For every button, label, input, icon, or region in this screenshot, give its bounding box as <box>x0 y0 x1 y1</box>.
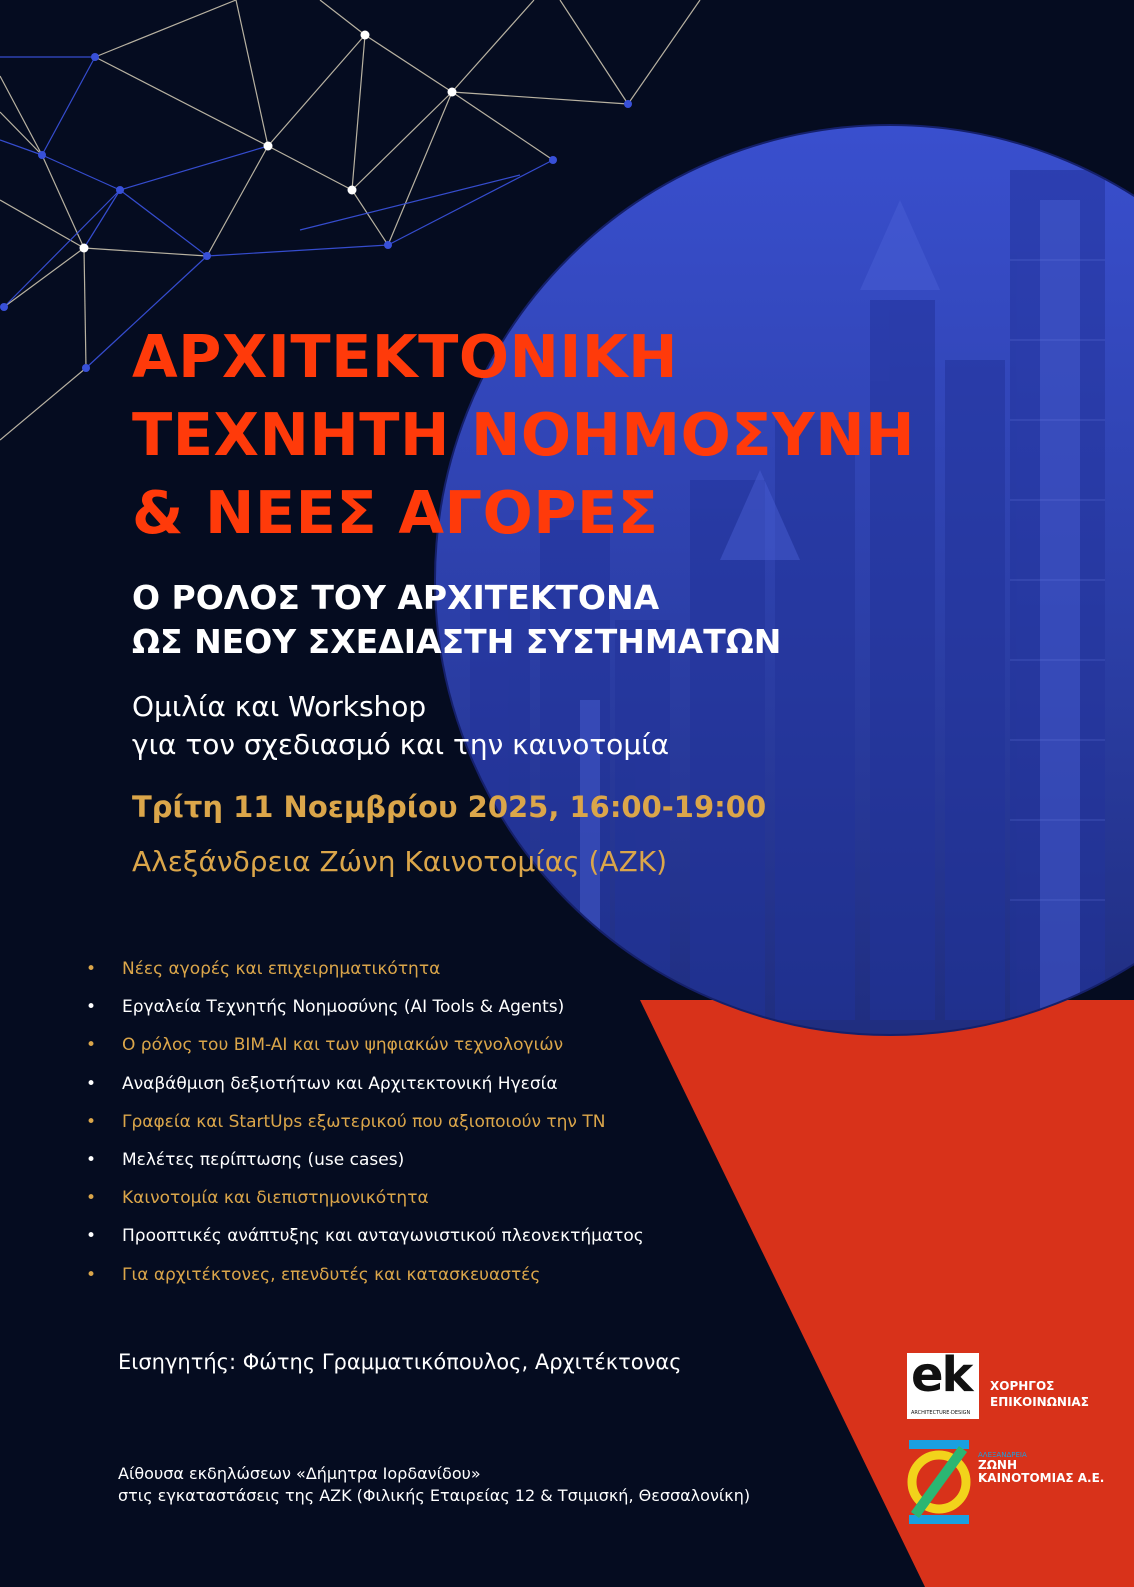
ek-logo-text: ek <box>911 1347 972 1403</box>
ek-logo <box>907 1347 979 1419</box>
list-item: • Αναβάθμιση δεξιοτήτων και Αρχιτεκτονική Ηγεσία <box>86 1070 644 1108</box>
list-item: • Καινοτομία και διεπιστημονικότητα <box>86 1184 644 1222</box>
list-item: • Προοπτικές ανάπτυξης και ανταγωνιστικού πλεονεκτήματος <box>86 1222 644 1260</box>
list-item: • Εργαλεία Τεχνητής Νοημοσύνης (AI Tools & Agents) <box>86 993 644 1031</box>
bullet-icon: • <box>86 959 97 979</box>
bullet-icon: • <box>86 1149 97 1170</box>
address-line-1: Αίθουσα εκδηλώσεων «Δήμητρα Ιορδανίδου» <box>118 1464 481 1483</box>
address-line-2: στις εγκαταστάσεις της ΑΖΚ (Φιλικής Εταιρείας 12 & Τσιμισκή, Θεσσαλονίκη) <box>118 1486 751 1505</box>
topics-list <box>86 955 644 1299</box>
city-circle-image <box>400 100 1134 1050</box>
bullet-icon: • <box>86 1073 97 1094</box>
event-date: Τρίτη 11 Νοεμβρίου 2025, 16:00-19:00 <box>132 790 767 824</box>
address-block <box>118 1463 750 1507</box>
list-item: • Για αρχιτέκτονες, επενδυτές και κατασκευαστές <box>86 1261 644 1299</box>
azk-logo-text <box>978 1451 1104 1485</box>
bullet-icon: • <box>86 1188 97 1209</box>
speaker-line: Εισηγητής: Φώτης Γραμματικόπουλος, Αρχιτέκτονας <box>118 1350 682 1374</box>
azk-logo-small: ΑΛΕΞΑΝΔΡΕΙΑ <box>978 1451 1027 1459</box>
azk-logo-icon <box>905 1440 973 1524</box>
subtitle-line-1: Ο ΡΟΛΟΣ ΤΟΥ ΑΡΧΙΤΕΚΤΟΝΑ <box>132 578 660 617</box>
azk-logo-line-1: ΖΩΝΗ <box>978 1458 1017 1472</box>
bullet-icon: • <box>86 1035 97 1056</box>
bullet-icon: • <box>86 1226 97 1247</box>
sponsor-label-line-1: ΧΟΡΗΓΟΣ <box>990 1379 1055 1393</box>
title-line-3: & ΝΕΕΣ ΑΓΟΡΕΣ <box>132 478 659 547</box>
bullet-icon: • <box>86 997 97 1018</box>
bullet-icon: • <box>86 1264 97 1285</box>
list-item: • Μελέτες περίπτωσης (use cases) <box>86 1146 644 1184</box>
subtitle <box>132 576 781 664</box>
list-item: • Ο ρόλος του BIM-AI και των ψηφιακών τεχνολογιών <box>86 1031 644 1069</box>
subtitle-line-2: ΩΣ ΝΕΟΥ ΣΧΕΔΙΑΣΤΗ ΣΥΣΤΗΜΑΤΩΝ <box>132 622 782 661</box>
event-venue: Αλεξάνδρεια Ζώνη Καινοτομίας (ΑΖΚ) <box>132 845 668 878</box>
intro-line-1: Ομιλία και Workshop <box>132 690 427 723</box>
main-title <box>132 318 915 552</box>
sponsor-label <box>990 1378 1089 1410</box>
intro-text <box>132 688 669 764</box>
title-line-2: ΤΕΧΝΗΤΗ ΝΟΗΜΟΣΥΝΗ <box>132 400 916 469</box>
intro-line-2: για τον σχεδιασμό και την καινοτομία <box>132 728 670 761</box>
list-item: • Γραφεία και StartUps εξωτερικού που αξιοποιούν την ΤΝ <box>86 1108 644 1146</box>
ek-logo-tagline: ARCHITECTURE·DESIGN <box>911 1410 971 1416</box>
list-item: • Νέες αγορές και επιχειρηματικότητα <box>86 955 644 993</box>
azk-logo-line-2: ΚΑΙΝΟΤΟΜΙΑΣ Α.Ε. <box>978 1471 1105 1485</box>
bullet-icon: • <box>86 1111 97 1132</box>
sponsor-label-line-2: ΕΠΙΚΟΙΝΩΝΙΑΣ <box>990 1395 1089 1409</box>
title-line-1: ΑΡΧΙΤΕΚΤΟΝΙΚΗ <box>132 322 678 391</box>
